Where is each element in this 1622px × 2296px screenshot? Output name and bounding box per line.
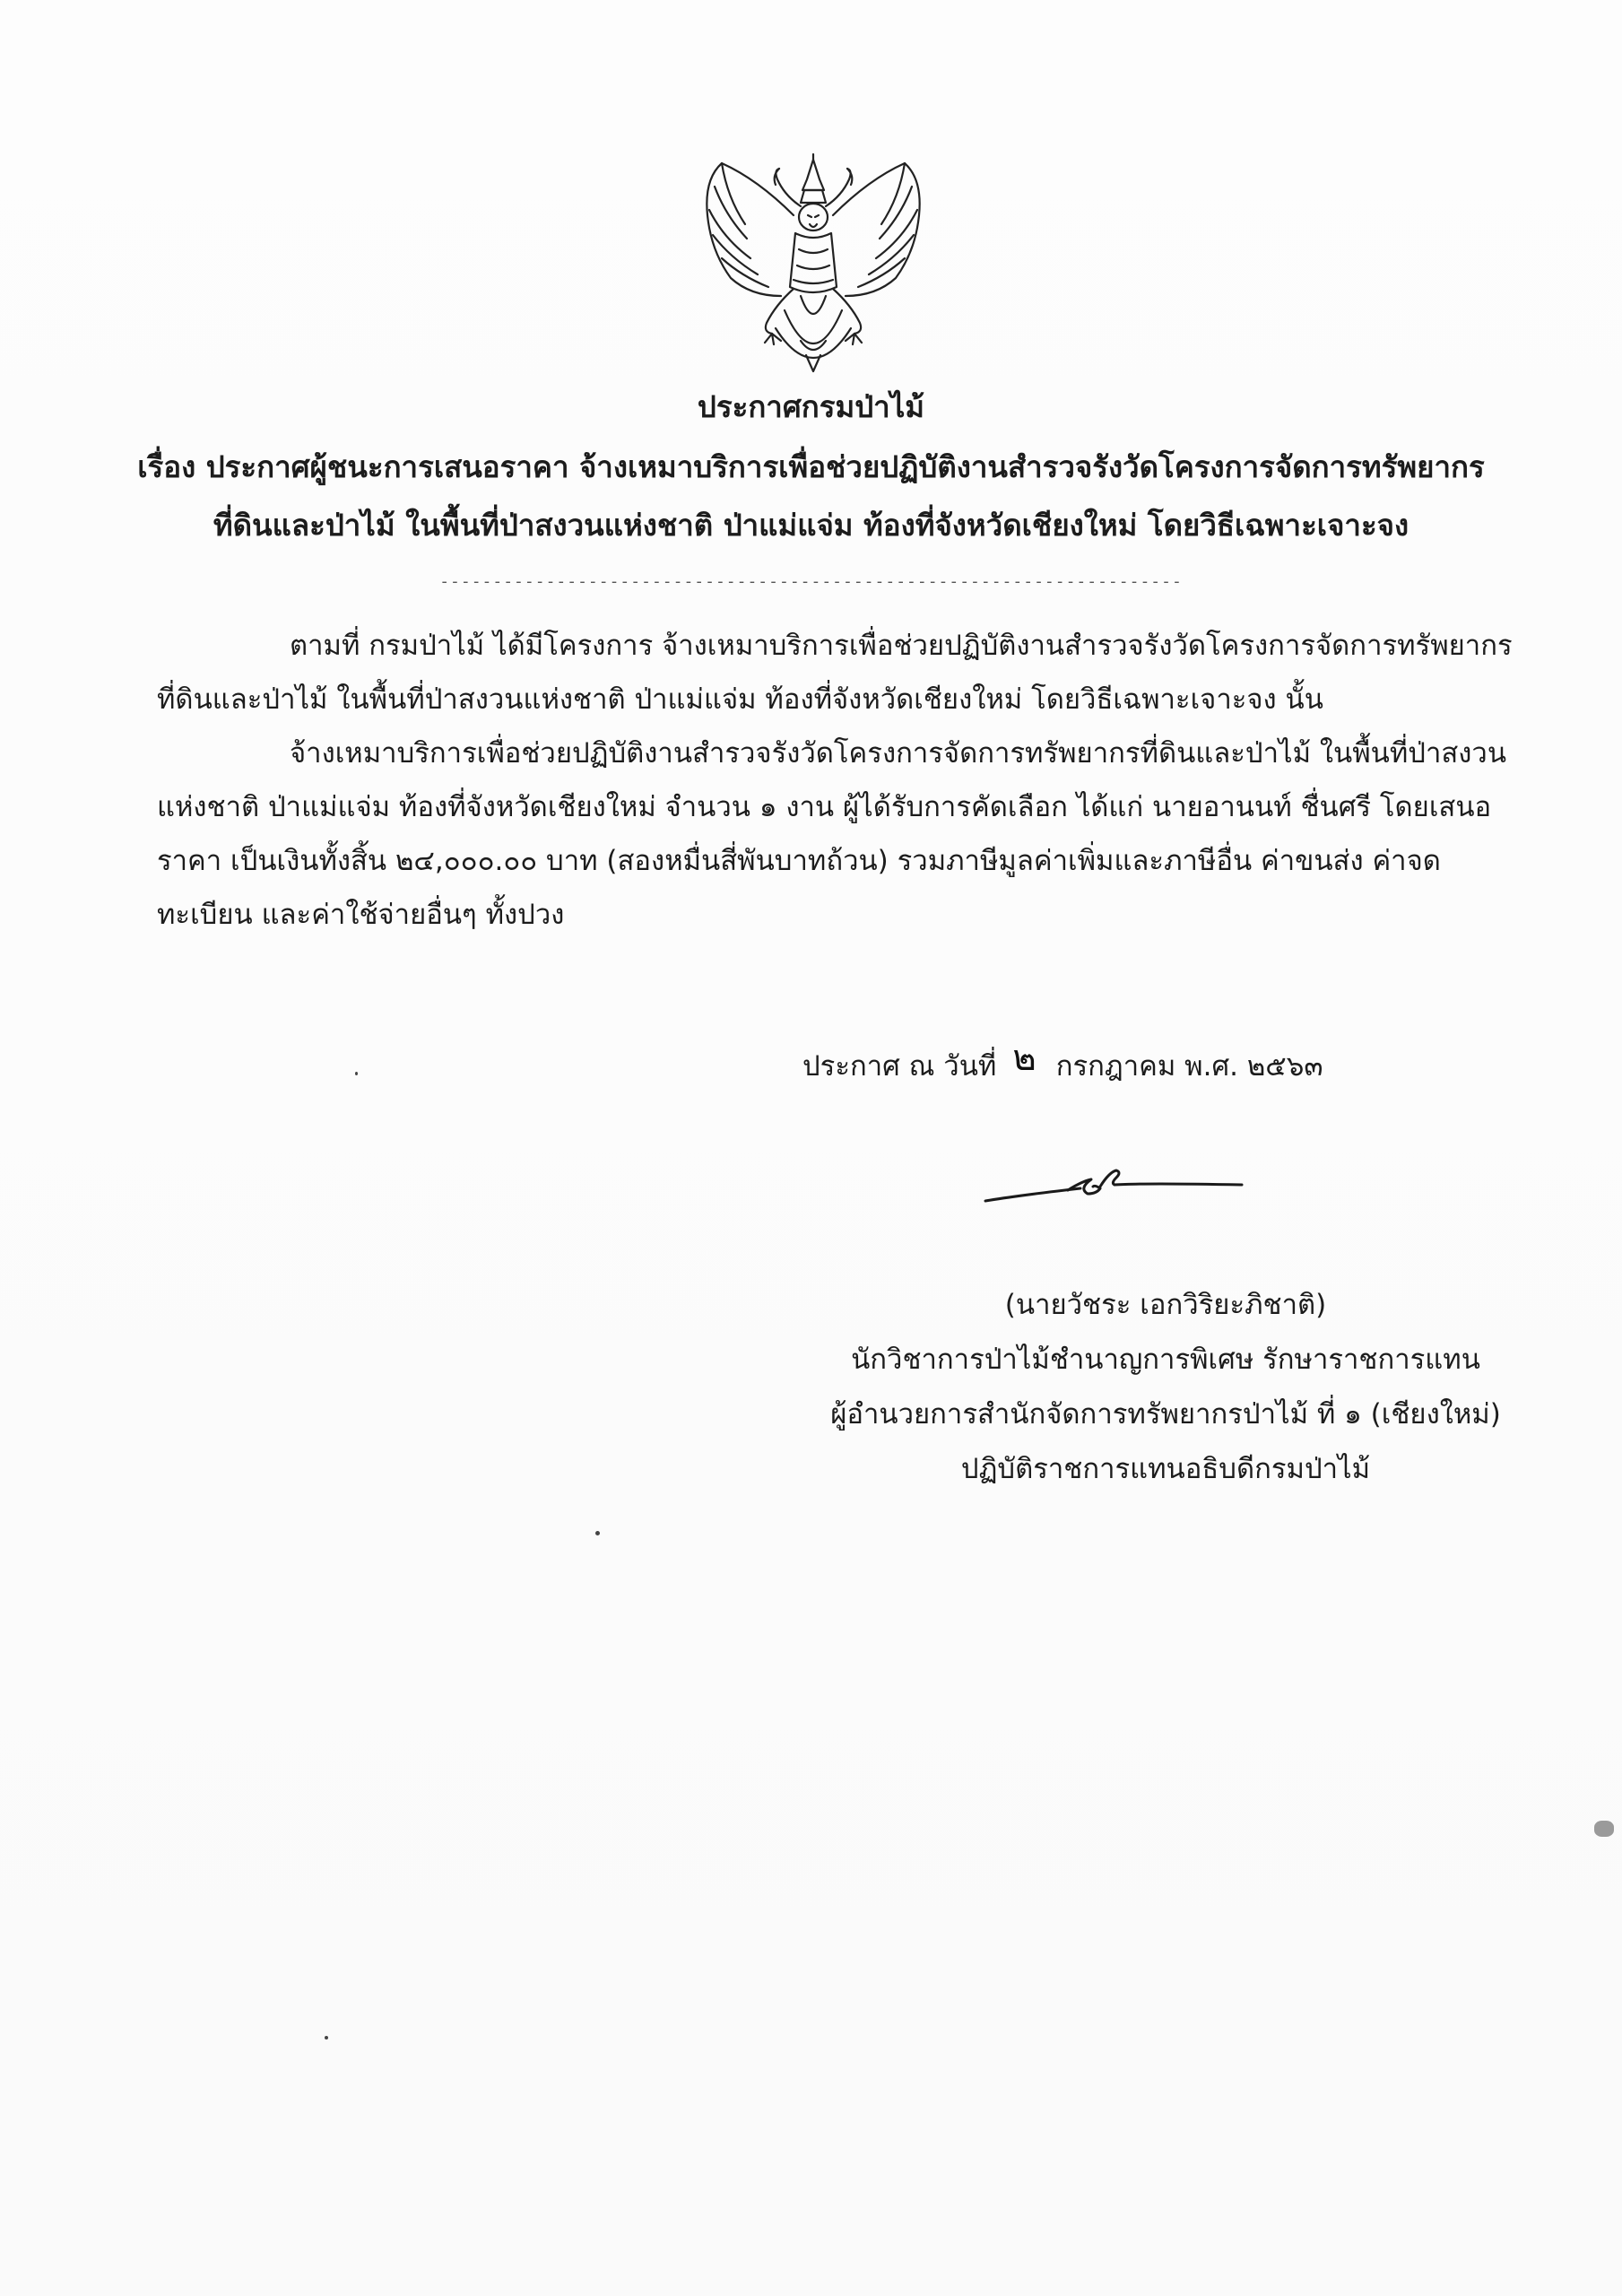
scan-speck <box>355 1072 358 1075</box>
paragraph-1-line-1: ตามที่ กรมป่าไม้ ได้มีโครงการ จ้างเหมาบริการเพื่อช่วยปฏิบัติงานสำรวจรังวัดโครงการจัดการทรัพยากร <box>290 630 1513 662</box>
subject-line-1: เรื่อง ประกาศผู้ชนะการเสนอราคา จ้างเหมาบริการเพื่อช่วยปฏิบัติงานสำรวจรังวัดโครงการจัดการทรัพยากร <box>137 449 1485 484</box>
signer-title-3: ปฏิบัติราชการแทนอธิบดีกรมป่าไม้ <box>960 1453 1371 1485</box>
subject-line-2: ที่ดินและป่าไม้ ในพื้นที่ป่าสงวนแห่งชาติ ป่าแม่แจ่ม ท้องที่จังหวัดเชียงใหม่ โดยวิธีเฉพาะเจาะจง <box>213 508 1409 543</box>
body-paragraph-1 <box>157 619 1513 726</box>
garuda-emblem-icon <box>695 152 932 386</box>
scan-speck <box>1594 1821 1614 1837</box>
signer-title-1: นักวิชาการป่าไม้ชำนาญการพิเศษ รักษาราชการแทน <box>851 1344 1480 1376</box>
scan-speck <box>325 2036 328 2039</box>
date-prefix: ประกาศ ณ วันที่ <box>802 1050 997 1083</box>
issuing-authority: ประกาศกรมป่าไม้ <box>697 389 925 424</box>
paragraph-2-line-1: จ้างเหมาบริการเพื่อช่วยปฏิบัติงานสำรวจรังวัดโครงการจัดการทรัพยากรที่ดินและป่าไม้ ในพื้นที่ป่าสงวน <box>290 737 1507 770</box>
separator-line: ---------------------------------------------------------------------- <box>439 572 1183 591</box>
paragraph-2-line-3: ราคา เป็นเงินทั้งสิ้น ๒๔,๐๐๐.๐๐ บาท (สองหมื่นสี่พันบาทถ้วน) รวมภาษีมูลค่าเพิ่มและภาษีอื่น ค่าขนส่ง ค่าจด <box>157 845 1441 877</box>
scan-speck <box>595 1531 600 1535</box>
date-month-year: กรกฎาคม พ.ศ. ๒๕๖๓ <box>1055 1050 1323 1083</box>
paragraph-1-line-2: ที่ดินและป่าไม้ ในพื้นที่ป่าสงวนแห่งชาติ ป่าแม่แจ่ม ท้องที่จังหวัดเชียงใหม่ โดยวิธีเฉพาะเจาะจง นั้น <box>157 683 1323 716</box>
signer-name: (นายวัชระ เอกวิริยะภิชาติ) <box>1004 1289 1327 1321</box>
body-paragraph-2 <box>157 726 1506 942</box>
signer-block <box>762 1278 1569 1497</box>
signer-title-2: ผู้อำนวยการสำนักจัดการทรัพยากรป่าไม้ ที่ ๑ (เชียงใหม่) <box>830 1398 1501 1431</box>
announcement-date <box>802 1040 1323 1090</box>
paragraph-2-line-4: ทะเบียน และค่าใช้จ่ายอื่นๆ ทั้งปวง <box>157 899 565 931</box>
date-day-handwritten: ๒ <box>1012 1038 1037 1079</box>
handwritten-signature <box>982 1161 1251 1215</box>
paragraph-2-line-2: แห่งชาติ ป่าแม่แจ่ม ท้องที่จังหวัดเชียงใหม่ จำนวน ๑ งาน ผู้ได้รับการคัดเลือก ได้แก่ นายอานนท์ ชื่นศรี โดยเสนอ <box>157 791 1492 823</box>
